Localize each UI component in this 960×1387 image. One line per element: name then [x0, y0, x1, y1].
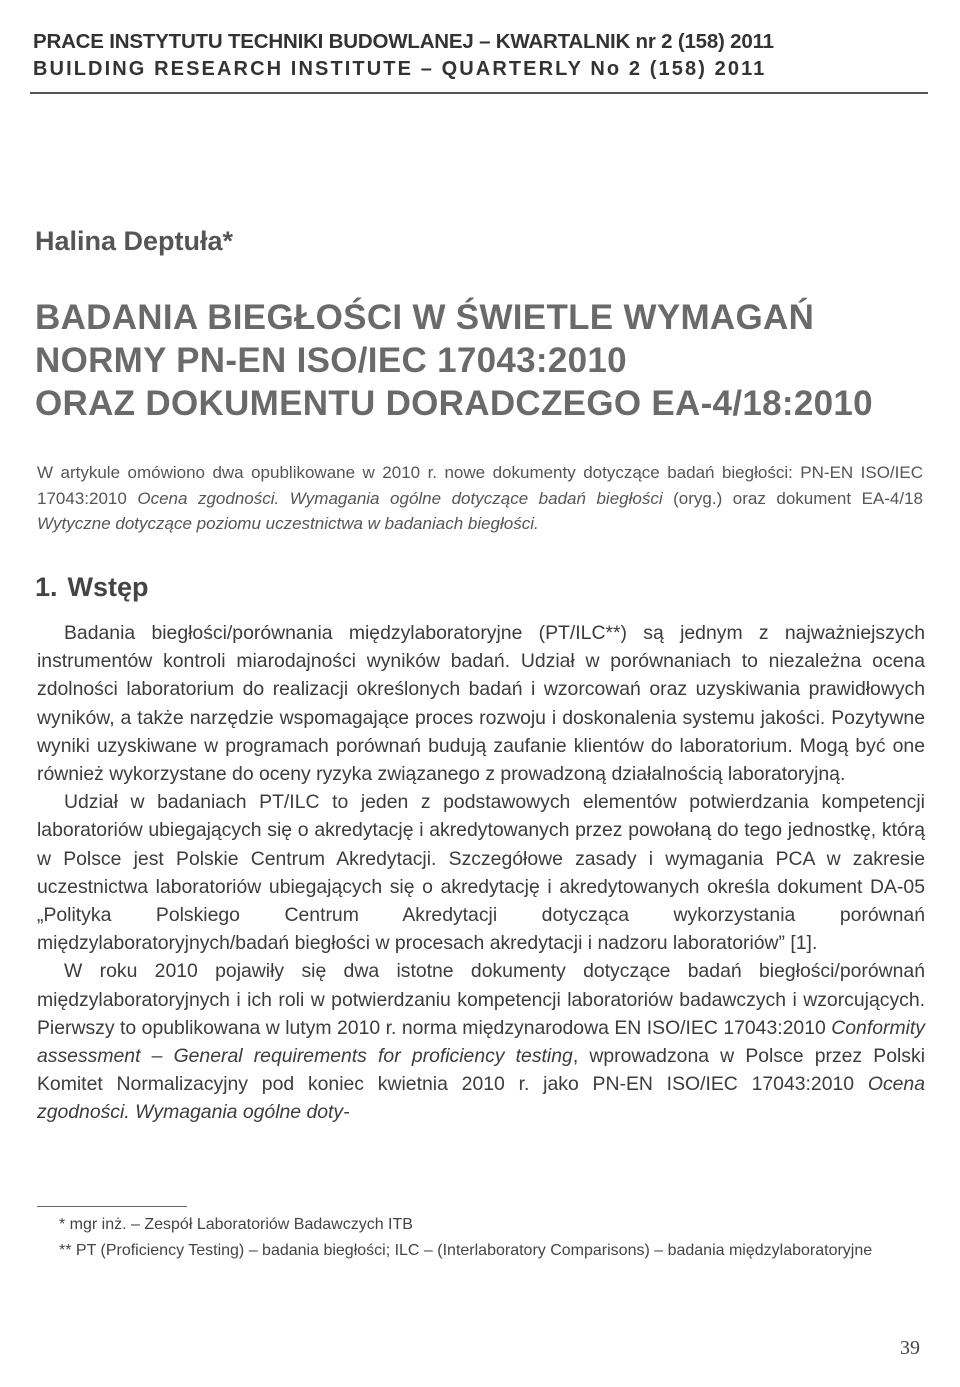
section-heading [35, 572, 149, 603]
paragraph: Udział w badaniach PT/ILC to jeden z podstawowych elementów potwierdzania kompetencji laboratoriów ubiegających się o akredytację i akredytowanych przez powołaną do tego jednostkę, którą w Polsce jest Polskie Centrum Akredytacji. Szczegółowe zasady i wymagania PCA w zakresie uczestnictwa laboratoriów ubiegających się o akredytację i akredytowanych określa dokument DA-05 „Polityka Polskiego Centrum Akredytacji dotycząca wykorzystania porównań międzylaboratoryjnych/badań biegłości w procesach akredytacji i nadzoru laboratoriów” [1]. [37, 791, 925, 955]
article-title-line: NORMY PN-EN ISO/IEC 17043:2010 [35, 341, 627, 380]
paragraph-text: , wprowadzona w Polsce przez Polski Komitet Normalizacyjny pod koniec kwietnia 2010 r. jako PN-EN ISO/IEC 17043:2010 [37, 1045, 925, 1096]
article-title-line: BADANIA BIEGŁOŚCI W ŚWIETLE WYMAGAŃ [35, 298, 815, 337]
footnote: * mgr inż. – Zespół Laboratoriów Badawczych ITB [59, 1216, 413, 1233]
section-title: Wstęp [67, 572, 149, 602]
page-number: 39 [900, 1337, 920, 1359]
abstract-italic-title: Ocena zgodności. Wymagania ogólne dotyczące badań biegłości [137, 488, 663, 508]
body-text [37, 619, 925, 1127]
footnote: ** PT (Proficiency Testing) – badania biegłości; ILC – (Interlaboratory Comparisons) – badania międzylaboratoryjne [59, 1242, 873, 1259]
abstract-italic-title: Wytyczne dotyczące poziomu uczestnictwa w badaniach biegłości. [37, 514, 539, 533]
paragraph: Badania biegłości/porównania międzylaboratoryjne (PT/ILC**) są jednym z najważniejszych instrumentów kontroli miarodajności wyników badań. Udział w porównaniach to niezależna ocena zdolności laboratorium do realizacji określonych badań i wzorcowań oraz uzyskiwania prawidłowych wyników, a także narzędzie wspomagające proces rozwoju i doskonalenia systemu jakości. Pozytywne wyniki uzyskiwane w programach porównań budują zaufanie klientów do laboratorium. Mogą być one również wykorzystane do oceny ryzyka związanego z prowadzoną działalnością laboratoryjną. [37, 622, 925, 786]
paragraph-text: W roku 2010 pojawiły się dwa istotne dokumenty dotyczące badań biegłości/porównań międzylaboratoryjnych i ich roli w potwierdzaniu kompetencji laboratoriów badawczych i wzorcujących. Pierwszy to opublikowana w lutym 2010 r. norma międzynarodowa EN ISO/IEC 17043:2010 [37, 960, 925, 1039]
journal-header-en: BUILDING RESEARCH INSTITUTE – QUARTERLY No 2 (158) 2011 [33, 58, 767, 80]
abstract-text: (oryg.) oraz dokument EA-4/18 [662, 488, 923, 508]
abstract [37, 460, 923, 537]
footnote-divider [37, 1206, 187, 1207]
footnotes [37, 1212, 925, 1264]
article-title [35, 296, 915, 425]
paragraph-italic: Ocena zgodności. Wymagania ogólne doty- [37, 1073, 925, 1124]
paragraph [37, 957, 925, 1126]
header-divider [30, 92, 928, 94]
journal-header-pl: PRACE INSTYTUTU TECHNIKI BUDOWLANEJ – KWARTALNIK nr 2 (158) 2011 [33, 30, 774, 53]
author-name: Halina Deptuła* [35, 226, 234, 256]
abstract-text: W artykule omówiono dwa opublikowane w 2010 r. nowe dokumenty dotyczące badań biegłości: PN-EN ISO/IEC 17043:2010 [37, 463, 923, 508]
section-number: 1. [35, 572, 58, 602]
article-title-line: ORAZ DOKUMENTU DORADCZEGO EA-4/18:2010 [35, 384, 873, 423]
paragraph-italic: Conformity assessment – General requirements for proficiency testing [37, 1016, 925, 1068]
